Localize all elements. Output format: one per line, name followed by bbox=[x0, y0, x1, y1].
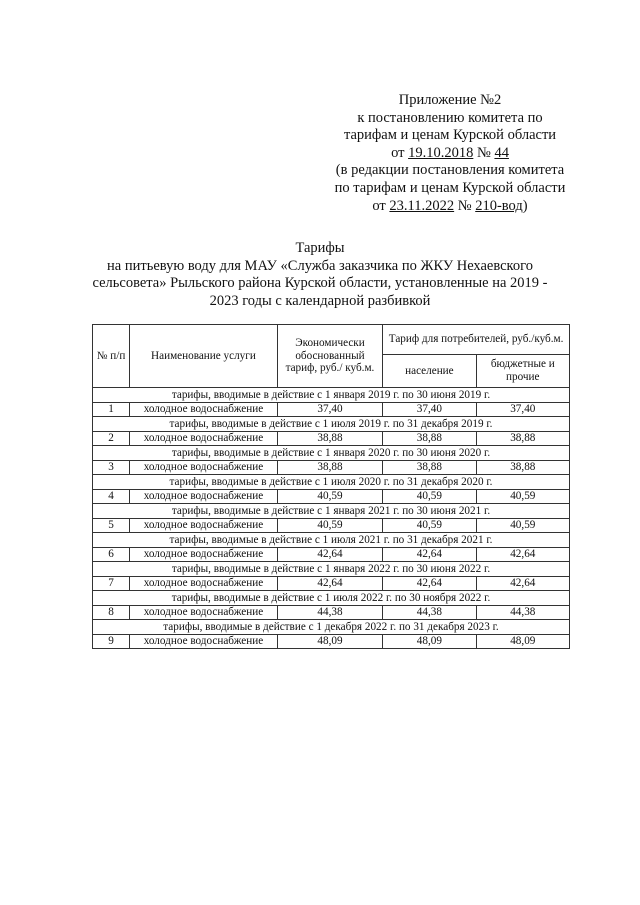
econ-tariff-value: 40,59 bbox=[277, 518, 382, 533]
title-line: 2023 годы с календарной разбивкой bbox=[209, 292, 431, 309]
header-population: население bbox=[383, 354, 476, 387]
budget-tariff-value: 38,88 bbox=[476, 431, 569, 446]
table-row bbox=[93, 634, 570, 649]
budget-tariff-value: 42,64 bbox=[476, 547, 569, 562]
order-number: 44 bbox=[494, 144, 509, 161]
edition-date: 23.11.2022 bbox=[389, 197, 455, 214]
table-row bbox=[93, 431, 570, 446]
appendix-block bbox=[300, 92, 600, 215]
service-name: холодное водоснабжение bbox=[130, 402, 278, 417]
period-label: тарифы, вводимые в действие с 1 января 2022 г. по 30 июня 2022 г. bbox=[93, 562, 570, 577]
period-row bbox=[93, 388, 570, 403]
order-date: 19.10.2018 bbox=[408, 144, 474, 161]
row-number: 2 bbox=[93, 431, 130, 446]
row-number: 5 bbox=[93, 518, 130, 533]
budget-tariff-value: 48,09 bbox=[476, 634, 569, 649]
period-row bbox=[93, 417, 570, 432]
budget-tariff-value: 44,38 bbox=[476, 605, 569, 620]
table-row bbox=[93, 460, 570, 475]
title-heading: Тарифы bbox=[295, 240, 345, 256]
document-title bbox=[60, 240, 580, 310]
title-line: на питьевую воду для МАУ «Служба заказчика по ЖКУ Нехаевского bbox=[107, 257, 533, 274]
row-number: 9 bbox=[93, 634, 130, 649]
period-row bbox=[93, 475, 570, 490]
row-number: 3 bbox=[93, 460, 130, 475]
edition-order-line: от 23.11.2022 № 210-вод) bbox=[372, 197, 528, 214]
period-label: тарифы, вводимые в действие с 1 января 2020 г. по 30 июня 2020 г. bbox=[93, 446, 570, 461]
econ-tariff-value: 48,09 bbox=[277, 634, 382, 649]
table-row bbox=[93, 402, 570, 417]
service-name: холодное водоснабжение bbox=[130, 605, 278, 620]
appendix-line: тарифам и ценам Курской области bbox=[343, 127, 557, 144]
period-label: тарифы, вводимые в действие с 1 июля 2021 г. по 31 декабря 2021 г. bbox=[93, 533, 570, 548]
period-label: тарифы, вводимые в действие с 1 июля 2020 г. по 31 декабря 2020 г. bbox=[93, 475, 570, 490]
period-label: тарифы, вводимые в действие с 1 июля 2022 г. по 30 ноября 2022 г. bbox=[93, 591, 570, 606]
period-row bbox=[93, 620, 570, 635]
econ-tariff-value: 42,64 bbox=[277, 547, 382, 562]
row-number: 7 bbox=[93, 576, 130, 591]
service-name: холодное водоснабжение bbox=[130, 431, 278, 446]
population-tariff-value: 40,59 bbox=[383, 489, 476, 504]
population-tariff-value: 44,38 bbox=[383, 605, 476, 620]
econ-tariff-value: 40,59 bbox=[277, 489, 382, 504]
population-tariff-value: 37,40 bbox=[383, 402, 476, 417]
period-row bbox=[93, 591, 570, 606]
budget-tariff-value: 37,40 bbox=[476, 402, 569, 417]
period-row bbox=[93, 533, 570, 548]
period-label: тарифы, вводимые в действие с 1 января 2019 г. по 30 июня 2019 г. bbox=[93, 388, 570, 403]
period-row bbox=[93, 504, 570, 519]
appendix-title: Приложение №2 bbox=[398, 92, 502, 108]
edition-line: по тарифам и ценам Курской области bbox=[334, 179, 566, 196]
period-label: тарифы, вводимые в действие с 1 декабря 2022 г. по 31 декабря 2023 г. bbox=[93, 620, 570, 635]
header-service: Наименование услуги bbox=[130, 325, 278, 388]
population-tariff-value: 38,88 bbox=[383, 460, 476, 475]
period-row bbox=[93, 562, 570, 577]
table-row bbox=[93, 518, 570, 533]
service-name: холодное водоснабжение bbox=[130, 547, 278, 562]
period-label: тарифы, вводимые в действие с 1 января 2021 г. по 30 июня 2021 г. bbox=[93, 504, 570, 519]
budget-tariff-value: 40,59 bbox=[476, 518, 569, 533]
econ-tariff-value: 37,40 bbox=[277, 402, 382, 417]
budget-tariff-value: 42,64 bbox=[476, 576, 569, 591]
header-econ-tariff: Экономически обоснованный тариф, руб./ куб.м. bbox=[277, 325, 382, 388]
period-label: тарифы, вводимые в действие с 1 июля 2019 г. по 31 декабря 2019 г. bbox=[93, 417, 570, 432]
table-row bbox=[93, 605, 570, 620]
service-name: холодное водоснабжение bbox=[130, 634, 278, 649]
tariff-table bbox=[92, 324, 570, 649]
edition-line: (в редакции постановления комитета bbox=[335, 162, 565, 179]
service-name: холодное водоснабжение bbox=[130, 460, 278, 475]
header-num: № п/п bbox=[93, 325, 130, 388]
row-number: 6 bbox=[93, 547, 130, 562]
period-row bbox=[93, 446, 570, 461]
table-row bbox=[93, 547, 570, 562]
row-number: 4 bbox=[93, 489, 130, 504]
econ-tariff-value: 44,38 bbox=[277, 605, 382, 620]
title-line: сельсовета» Рыльского района Курской области, установленные на 2019 - bbox=[92, 275, 548, 292]
appendix-order-line: от 19.10.2018 № 44 bbox=[391, 144, 509, 161]
row-number: 8 bbox=[93, 605, 130, 620]
row-number: 1 bbox=[93, 402, 130, 417]
population-tariff-value: 48,09 bbox=[383, 634, 476, 649]
tariff-table-body bbox=[93, 388, 570, 649]
population-tariff-value: 38,88 bbox=[383, 431, 476, 446]
econ-tariff-value: 38,88 bbox=[277, 460, 382, 475]
population-tariff-value: 42,64 bbox=[383, 576, 476, 591]
edition-number: 210-вод bbox=[475, 197, 523, 214]
table-row bbox=[93, 489, 570, 504]
service-name: холодное водоснабжение bbox=[130, 489, 278, 504]
table-row bbox=[93, 576, 570, 591]
appendix-line: к постановлению комитета по bbox=[357, 109, 543, 126]
header-budget: бюджетные и прочие bbox=[476, 354, 569, 387]
budget-tariff-value: 40,59 bbox=[476, 489, 569, 504]
population-tariff-value: 42,64 bbox=[383, 547, 476, 562]
service-name: холодное водоснабжение bbox=[130, 576, 278, 591]
header-consumer-tariff: Тариф для потребителей, руб./куб.м. bbox=[383, 325, 570, 355]
econ-tariff-value: 42,64 bbox=[277, 576, 382, 591]
population-tariff-value: 40,59 bbox=[383, 518, 476, 533]
econ-tariff-value: 38,88 bbox=[277, 431, 382, 446]
service-name: холодное водоснабжение bbox=[130, 518, 278, 533]
budget-tariff-value: 38,88 bbox=[476, 460, 569, 475]
